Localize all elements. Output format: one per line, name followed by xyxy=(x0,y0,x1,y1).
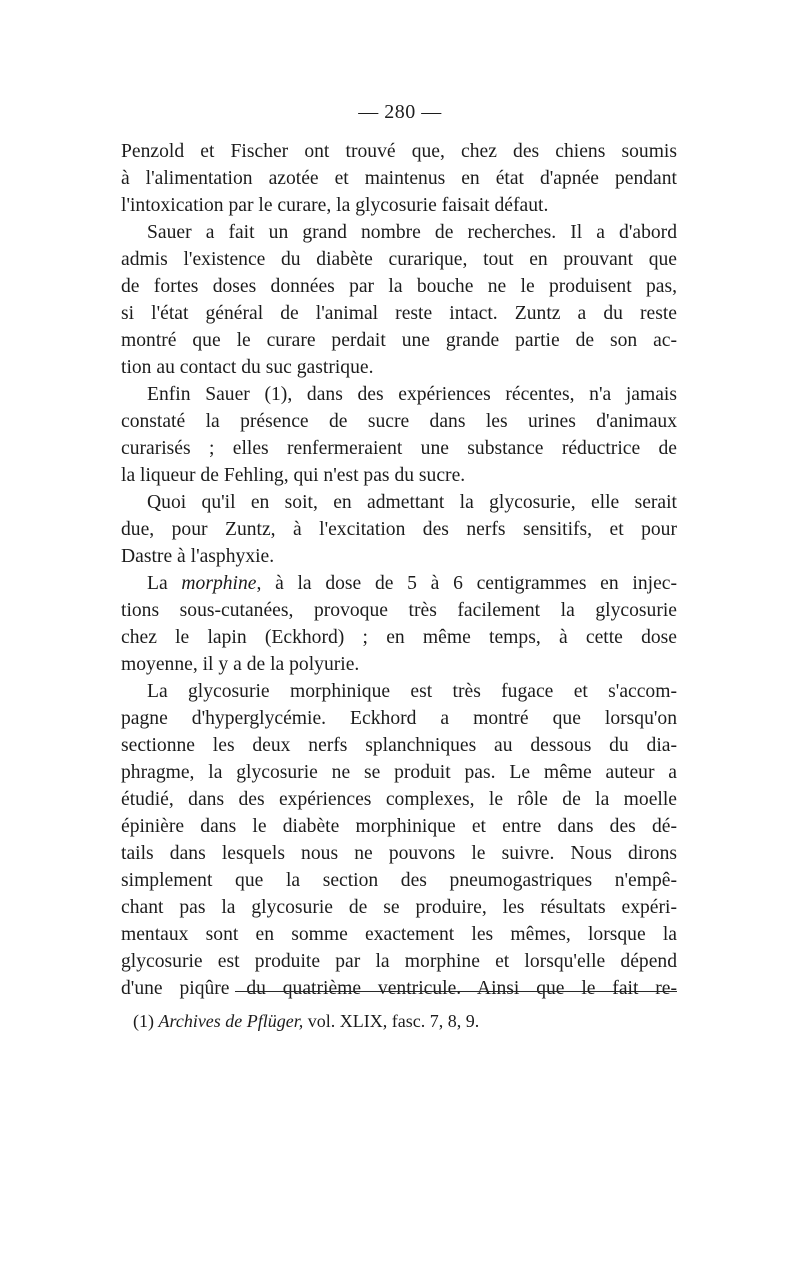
footnote-divider xyxy=(235,991,677,992)
text-line: à l'alimentation azotée et maintenus en état d'apnée pendant xyxy=(121,168,677,189)
text-line: épinière dans le diabète morphinique et entre dans des dé- xyxy=(121,816,677,837)
text-line: d'une piqûre du quatrième ventricule. Ainsi que le fait re- xyxy=(121,978,677,999)
text-line: moyenne, il y a de la polyurie. xyxy=(121,654,360,675)
text-line: tion au contact du suc gastrique. xyxy=(121,357,374,378)
text-line: l'intoxication par le curare, la glycosurie faisait défaut. xyxy=(121,195,549,216)
text-line-morphine: La morphine, à la dose de 5 à 6 centigrammes en injec- xyxy=(147,573,677,594)
footnote-marker: (1) xyxy=(133,1011,154,1031)
text-line: phragme, la glycosurie ne se produit pas. Le même auteur a xyxy=(121,762,677,783)
text-line: Penzold et Fischer ont trouvé que, chez des chiens soumis xyxy=(121,141,677,162)
text-line: tails dans lesquels nous ne pouvons le suivre. Nous dirons xyxy=(121,843,677,864)
text-line: sectionne les deux nerfs splanchniques au dessous du dia- xyxy=(121,735,677,756)
text-line: curarisés ; elles renfermeraient une substance réductrice de xyxy=(121,438,677,459)
text-line: admis l'existence du diabète curarique, tout en prouvant que xyxy=(121,249,677,270)
text-line: chez le lapin (Eckhord) ; en même temps, à cette dose xyxy=(121,627,677,648)
text-line: Sauer a fait un grand nombre de recherches. Il a d'abord xyxy=(147,222,677,243)
text-line: mentaux sont en somme exactement les mêmes, lorsque la xyxy=(121,924,677,945)
text-line: Quoi qu'il en soit, en admettant la glycosurie, elle serait xyxy=(147,492,677,513)
text-line: La glycosurie morphinique est très fugace et s'accom- xyxy=(147,681,677,702)
footnote xyxy=(133,1008,673,1034)
footnote-reference: vol. XLIX, fasc. 7, 8, 9. xyxy=(307,1011,480,1031)
text-line: la liqueur de Fehling, qui n'est pas du sucre. xyxy=(121,465,466,486)
text-line: glycosurie est produite par la morphine et lorsqu'elle dépend xyxy=(121,951,677,972)
text-line: de fortes doses données par la bouche ne le produisent pas, xyxy=(121,276,677,297)
term-morphine: morphine xyxy=(181,573,257,594)
text-line: chant pas la glycosurie de se produire, les résultats expéri- xyxy=(121,897,677,918)
footnote-source: Archives de Pflüger, xyxy=(158,1011,304,1031)
text-line: si l'état général de l'animal reste intact. Zuntz a du reste xyxy=(121,303,677,324)
text-line: étudié, dans des expériences complexes, le rôle de la moelle xyxy=(121,789,677,810)
text-line: pagne d'hyperglycémie. Eckhord a montré que lorsqu'on xyxy=(121,708,677,729)
page-number: — 280 — xyxy=(358,101,442,123)
text-line: montré que le curare perdait une grande partie de son ac- xyxy=(121,330,677,351)
text-line: simplement que la section des pneumogastriques n'empê- xyxy=(121,870,677,891)
text-line: Dastre à l'asphyxie. xyxy=(121,546,275,567)
body-text xyxy=(121,138,677,1002)
text-line: tions sous-cutanées, provoque très facilement la glycosurie xyxy=(121,600,677,621)
text-line: Enfin Sauer (1), dans des expériences récentes, n'a jamais xyxy=(147,384,677,405)
text-line: due, pour Zuntz, à l'excitation des nerfs sensitifs, et pour xyxy=(121,519,677,540)
text-line: constaté la présence de sucre dans les urines d'animaux xyxy=(121,411,677,432)
